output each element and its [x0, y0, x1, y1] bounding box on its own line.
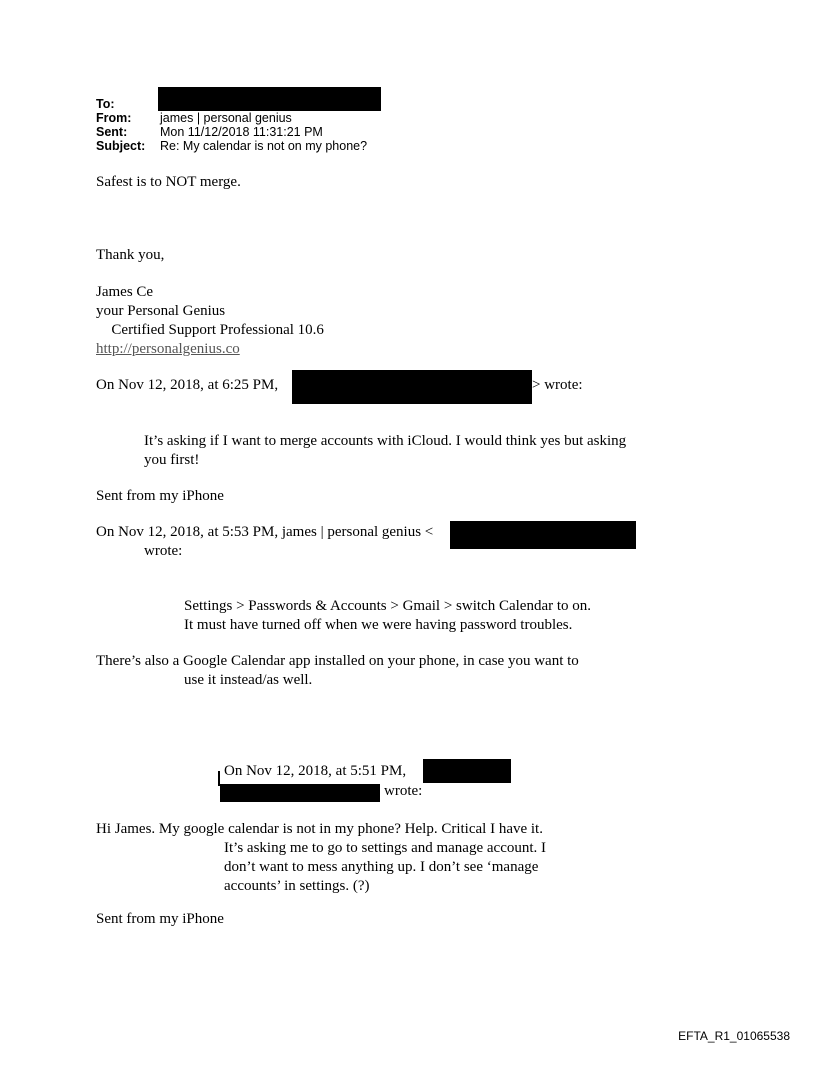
reply-text: Safest is to NOT merge. — [96, 174, 241, 190]
quote2-line3: There’s also a Google Calendar app installed on your phone, in case you want to — [96, 653, 579, 669]
quote3-line4: accounts’ in settings. (?) — [224, 878, 370, 894]
quote1-line1: It’s asking if I want to merge accounts with iCloud. I would think yes but asking — [144, 433, 627, 449]
quote1-attribution: On Nov 12, 2018, at 6:25 PM, — [96, 377, 279, 393]
quote1-sent-from: Sent from my iPhone — [96, 488, 224, 504]
redaction-quote1-sender — [292, 370, 532, 404]
quote2-line1: Settings > Passwords & Accounts > Gmail > switch Calendar to on. — [184, 598, 592, 614]
signature-title: your Personal Genius — [96, 303, 226, 319]
signature-cert — [96, 321, 324, 340]
from-value: james | personal genius — [160, 111, 292, 125]
apple-logo-icon — [96, 322, 108, 338]
subject-label: Subject: — [96, 139, 146, 153]
quote1-line2: you first! — [144, 452, 200, 468]
from-label: From: — [96, 111, 132, 125]
quote3-line2: It’s asking me to go to settings and manage account. I — [224, 840, 547, 856]
redaction-to — [158, 87, 381, 111]
subject-value: Re: My calendar is not on my phone? — [160, 139, 368, 153]
quote2-line2: It must have turned off when we were having password troubles. — [184, 617, 573, 633]
signature-url-link[interactable]: http://personalgenius.co — [96, 341, 240, 357]
to-label: To: — [96, 97, 115, 111]
quote1-wrote: > wrote: — [532, 377, 583, 393]
redaction-quote3-email — [220, 784, 380, 802]
quote3-attribution: On Nov 12, 2018, at 5:51 PM, — [224, 763, 407, 779]
quote2-attribution: On Nov 12, 2018, at 5:53 PM, james | personal genius < — [96, 524, 434, 540]
quote2-line4: use it instead/as well. — [184, 672, 313, 688]
redaction-quote2-email — [450, 521, 636, 549]
quote2-wrote: wrote: — [144, 543, 183, 559]
quote3-line1: Hi James. My google calendar is not in my phone? Help. Critical I have it. — [96, 821, 543, 837]
sent-value: Mon 11/12/2018 11:31:21 PM — [160, 125, 323, 139]
quote3-wrote: wrote: — [384, 783, 423, 799]
signature-name: James Ce — [96, 284, 154, 300]
sent-label: Sent: — [96, 125, 128, 139]
closing-text: Thank you, — [96, 247, 165, 263]
signature-cert-text: Certified Support Professional 10.6 — [96, 322, 309, 338]
quote3-sent-from: Sent from my iPhone — [96, 911, 224, 927]
quote3-line3: don’t want to mess anything up. I don’t see ‘manage — [224, 859, 539, 875]
redaction-quote3-name — [423, 759, 511, 783]
document-id: EFTA_R1_01065538 — [678, 1029, 790, 1043]
